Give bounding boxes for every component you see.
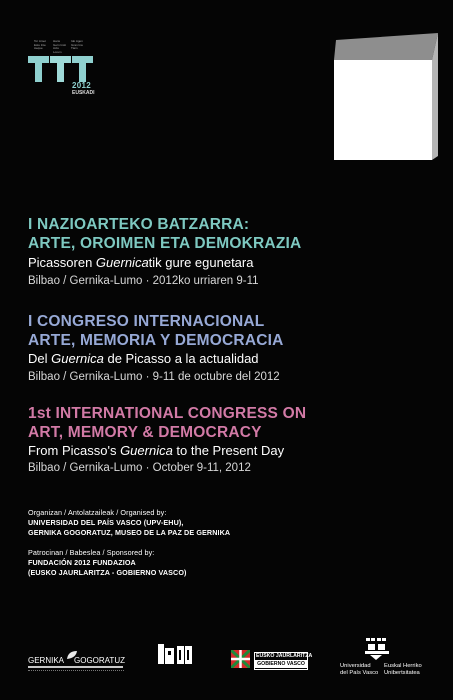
logo-tiny-text-3: Ido Agen Gran Ina Tiam — [71, 39, 83, 50]
ikurrina-flag-icon — [231, 650, 250, 668]
logo-t-icon — [72, 56, 93, 82]
logo-t-icon — [28, 56, 49, 82]
euskara-title-line1: I NAZIOARTEKO BATZARRA: — [28, 216, 250, 233]
gernika-text: GERNIKA — [28, 656, 65, 665]
box-illustration — [330, 30, 442, 160]
fundacion-mark-icon — [156, 642, 206, 668]
gv-line1: EUSKO JAURLARITZA — [256, 653, 313, 659]
organisers-line2: GERNIKA GOGORATUZ, MUSEO DE LA PAZ DE GERNIKA — [28, 528, 231, 537]
logo-tiny-text-1: Tor Amet Estu Inte Aeque — [34, 39, 46, 50]
upv-emblem-icon — [362, 636, 392, 662]
english-subtitle: From Picasso's Guernica to the Present Day — [28, 443, 285, 458]
gv-line2: GOBIERNO VASCO — [254, 660, 308, 668]
leaf-icon — [66, 650, 78, 660]
sponsors-line2: (EUSKO JAURLARITZA - GOBIERNO VASCO) — [28, 568, 187, 577]
euskara-subtitle: Picassoren Guernicatik gure egunetara — [28, 255, 254, 270]
english-title-line2: ART, MEMORY & DEMOCRACY — [28, 424, 262, 441]
sponsors-label: Patrocinan / Babeslea / Sponsored by: — [28, 548, 155, 557]
english-place-date: Bilbao / Gernika-Lumo · October 9-11, 2012 — [28, 462, 251, 474]
logo-place: EUSKADI — [72, 90, 95, 96]
euskara-place-date: Bilbao / Gernika-Lumo · 2012ko urriaren 9-11 — [28, 275, 259, 287]
sponsors-line1: FUNDACIÓN 2012 FUNDAZIOA — [28, 558, 136, 567]
upv-name-es: Universidad del País Vasco — [340, 663, 379, 676]
organisers-label: Organizan / Antolatzaileak / Organised by: — [28, 508, 167, 517]
logo-t-icon — [50, 56, 71, 82]
spanish-title-line2: ARTE, MEMORIA Y DEMOCRACIA — [28, 332, 284, 349]
organisers-line1: UNIVERSIDAD DEL PAÍS VASCO (UPV-EHU), — [28, 518, 184, 527]
upv-name-eu: Euskal Herriko Unibertsitatea — [384, 663, 422, 676]
english-title-line1: 1st INTERNATIONAL CONGRESS ON — [28, 405, 307, 422]
logo-year: 2012 — [72, 81, 91, 90]
gogoratuz-text: GOGORATUZ — [74, 656, 125, 665]
spanish-subtitle: Del Guernica de Picasso a la actualidad — [28, 351, 259, 366]
euskara-title-line2: ARTE, OROIMEN ETA DEMOKRAZIA — [28, 235, 302, 252]
logo-tiny-text-2: Hans Gern Insti Actu Lorem — [53, 39, 67, 54]
spanish-place-date: Bilbao / Gernika-Lumo · 9-11 de octubre del 2012 — [28, 371, 280, 383]
spanish-title-line1: I CONGRESO INTERNACIONAL — [28, 313, 265, 330]
